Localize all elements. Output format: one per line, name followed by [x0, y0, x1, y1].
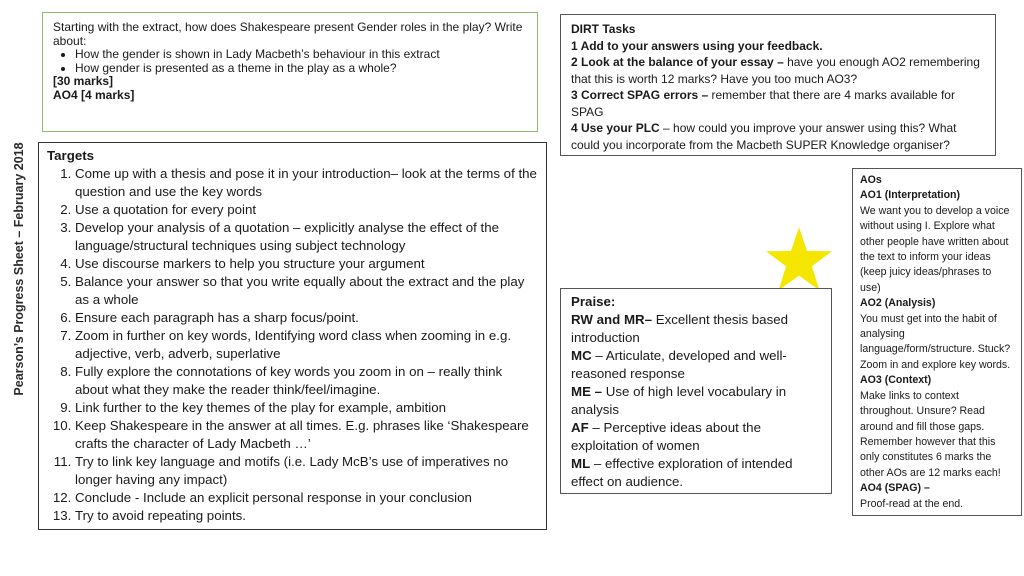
- praise-ml: ML – effective exploration of intended effect on audience.: [571, 456, 793, 489]
- ao4-text: Proof-read at the end.: [860, 497, 964, 510]
- ao1-title: AO1 (Interpretation): [860, 189, 961, 202]
- target-item: 12. Conclude - Include an explicit personal response in your conclusion: [75, 489, 538, 507]
- praise-rw-mr: RW and MR– Excellent thesis based introduction: [571, 312, 789, 345]
- sheet-title: Pearson’s Progress Sheet – February 2018: [12, 142, 26, 396]
- question-ao4-marks: AO4 [4 marks]: [53, 87, 135, 102]
- target-item: 1. Come up with a thesis and pose it in your introduction– look at the terms of the question and use the key words: [75, 165, 538, 201]
- aos-title: AOs: [860, 174, 882, 186]
- target-item: 9. Link further to the key themes of the play for example, ambition: [75, 399, 538, 417]
- question-bullet: • How gender is presented as a theme in the play as a whole?: [75, 62, 527, 76]
- question-bullets: [53, 48, 527, 75]
- praise-mc: MC – Articulate, developed and well-reasoned response: [571, 348, 787, 381]
- praise-box: [560, 288, 832, 494]
- dirt-tasks-box: [560, 14, 996, 156]
- praise-af: AF – Perceptive ideas about the exploitation of women: [571, 420, 761, 453]
- target-item: 7. Zoom in further on key words, Identifying word class when zooming in e.g. adjective, verb, adverb, superlative: [75, 327, 538, 363]
- question-marks: [30 marks]: [53, 74, 114, 88]
- targets-box: [38, 142, 547, 530]
- aos-box: [852, 168, 1022, 516]
- target-item: 3. Develop your analysis of a quotation – explicitly analyse the effect of the language/structural techniques using subject technology: [75, 219, 538, 255]
- target-item: 4. Use discourse markers to help you structure your argument: [75, 255, 538, 273]
- dirt-title: DIRT Tasks: [571, 22, 636, 36]
- dirt-task-1: 1 Add to your answers using your feedback.: [571, 38, 823, 53]
- ao2-title: AO2 (Analysis): [860, 297, 936, 310]
- target-item: 10. Keep Shakespeare in the answer at all times. E.g. phrases like ‘Shakespeare crafts the character of Lady Macbeth …’: [75, 417, 538, 453]
- ao2-text: You must get into the habit of analysing language/form/structure. Stuck? Zoom in and explore key words.: [860, 312, 1011, 371]
- target-item: 13. Try to avoid repeating points.: [75, 507, 538, 525]
- targets-list: [47, 165, 538, 525]
- target-item: 2. Use a quotation for every point: [75, 201, 538, 219]
- target-item: 6. Ensure each paragraph has a sharp focus/point.: [75, 309, 538, 327]
- target-item: 11. Try to link key language and motifs (i.e. Lady McB’s use of imperatives no longer having any impact): [75, 453, 538, 489]
- praise-me: ME – Use of high level vocabulary in analysis: [571, 384, 787, 417]
- ao3-title: AO3 (Context): [860, 374, 932, 387]
- question-prompt: Starting with the extract, how does Shakespeare present Gender roles in the play? Write about:: [53, 20, 523, 48]
- target-item: 5. Balance your answer so that you write equally about the extract and the play as a whole: [75, 273, 538, 309]
- praise-title: Praise:: [571, 294, 616, 309]
- target-item: 8. Fully explore the connotations of key words you zoom in on – really think about what they make the reader think/feel/imagine.: [75, 363, 538, 399]
- targets-title: Targets: [47, 148, 95, 163]
- question-box: [42, 12, 538, 132]
- question-bullet: • How the gender is shown in Lady Macbeth’s behaviour in this extract: [75, 48, 527, 62]
- ao1-text: We want you to develop a voice without using I. Explore what other people have written about the text to inform your ideas (keep juicy ideas/phrases to use): [860, 204, 1010, 294]
- ao3-text: Make links to context throughout. Unsure? Read around and fill those gaps. Remember however that this only constitutes 6 marks the other AOs are 12 marks each!: [860, 389, 1001, 479]
- dirt-task-3: 3 Correct SPAG errors – remember that there are 4 marks available for SPAG: [571, 88, 955, 119]
- ao4-title: AO4 (SPAG) –: [860, 482, 930, 495]
- dirt-task-4: 4 Use your PLC – how could you improve your answer using this? What could you incorporate from the Macbeth SUPER Knowledge organiser?: [571, 121, 957, 152]
- dirt-task-2: 2 Look at the balance of your essay – have you enough AO2 remembering that this is worth 12 marks? Have you too much AO3?: [571, 55, 980, 86]
- star-icon: [764, 226, 834, 294]
